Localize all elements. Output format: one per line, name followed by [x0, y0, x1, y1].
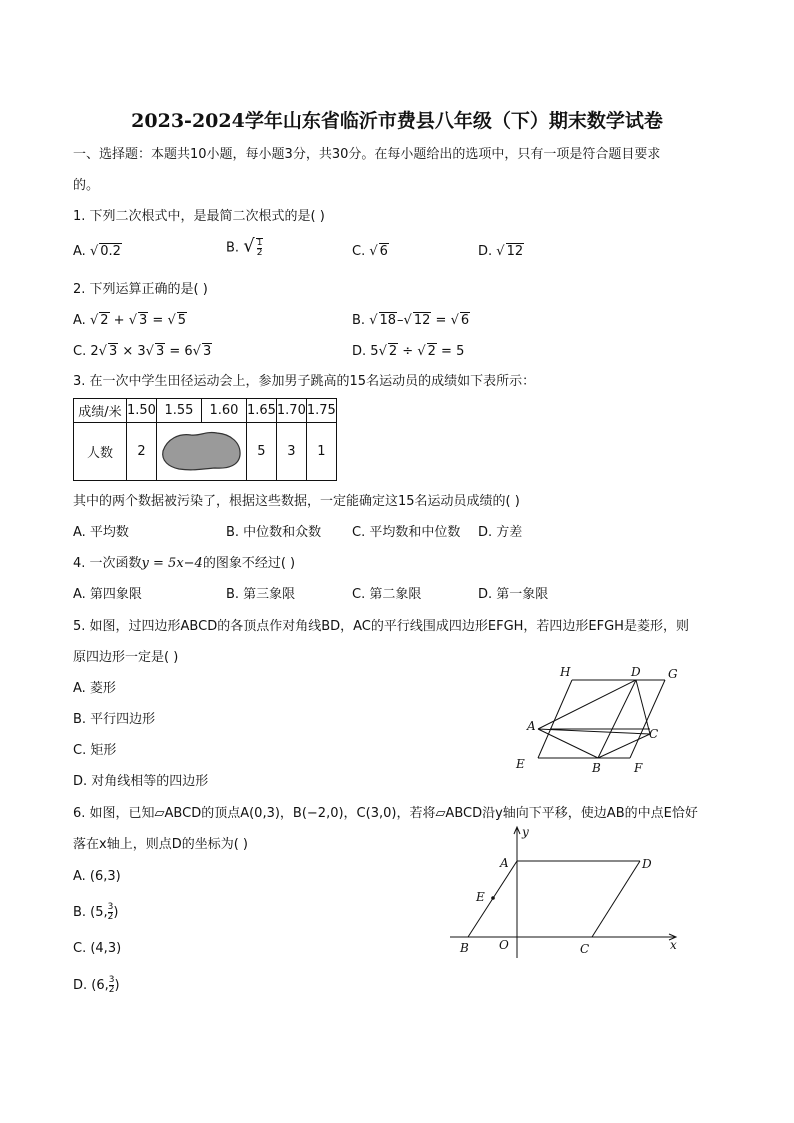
q6-option-c: C. (4,3): [73, 941, 122, 956]
label-G: G: [668, 667, 678, 681]
q6-option-d: D. (6, $\frac{3}{2}$ ): [73, 975, 120, 995]
label-C: C: [580, 942, 590, 956]
label-B: B: [460, 941, 469, 955]
section-intro-line1: 一、选择题：本题共10小题，每小题3分，共30分。在每小题给出的选项中，只有一项是符合题目要求: [73, 147, 661, 162]
q6-line1: 6. 如图，已知▱ABCD的顶点A(0,3)，B(−2,0)，C(3,0)，若将▱ABCD沿y轴向下平移，使边AB的中点E恰好: [73, 806, 698, 821]
q2-option-d: D. 5√ 2 ÷ √ 2 = 5: [352, 344, 465, 359]
q4-option-c: C. 第二象限: [352, 587, 422, 602]
q3-stem: 3. 在一次中学生田径运动会上，参加男子跳高的15名运动员的成绩如下表所示：: [73, 374, 536, 389]
table-header-cell: 1.70: [276, 399, 306, 423]
table-cell: 2: [127, 423, 157, 481]
section-intro-line2: 的。: [73, 178, 100, 193]
q6-figure: [450, 822, 690, 962]
label-B: B: [592, 761, 601, 775]
q4-stem: 4. 一次函数y = 5x−4的图象不经过( ): [73, 556, 296, 571]
label-E: E: [476, 890, 485, 904]
label-E: E: [516, 757, 525, 771]
q1-option-c: C. √ 6: [352, 244, 388, 259]
label-D: D: [642, 857, 652, 871]
table-cell: 1: [306, 423, 336, 481]
table-header-cell: 1.50: [127, 399, 157, 423]
table-header-cell: 1.65: [246, 399, 276, 423]
table-header-cell: 成绩/米: [74, 399, 127, 423]
ink-stain-blot: [157, 425, 245, 475]
q5-line2: 原四边形一定是( ): [73, 650, 179, 665]
q3-option-a: A. 平均数: [73, 525, 129, 540]
label-F: F: [634, 761, 643, 775]
q4-option-d: D. 第一象限: [478, 587, 549, 602]
q5-line1: 5. 如图，过四边形ABCD的各顶点作对角线BD，AC的平行线围成四边形EFGH，若四边形EFGH是菱形，则: [73, 619, 689, 634]
stained-cell: [156, 423, 246, 481]
table-cell: 3: [276, 423, 306, 481]
label-D: D: [631, 665, 641, 679]
q6-option-b: B. (5, $\frac{3}{2}$ ): [73, 902, 119, 922]
table-header-cell: 1.55: [156, 399, 201, 423]
page-title: 2023-2024学年山东省临沂市费县八年级（下）期末数学试卷: [131, 110, 663, 132]
q3-question: 其中的两个数据被污染了，根据这些数据，一定能确定这15名运动员成绩的( ): [73, 494, 520, 509]
q1-stem: 1. 下列二次根式中，是最简二次根式的是( ): [73, 209, 325, 224]
q5-option-a: A. 菱形: [73, 681, 116, 696]
q1-option-a: A. √ 0.2: [73, 244, 121, 259]
label-C: C: [649, 727, 659, 741]
q4-option-a: A. 第四象限: [73, 587, 142, 602]
label-A: A: [500, 856, 509, 870]
axis-label-x: x: [670, 938, 677, 952]
label-H: H: [560, 665, 571, 679]
q2-stem: 2. 下列运算正确的是( ): [73, 282, 208, 297]
table-row-label: 人数: [74, 423, 127, 481]
q2-option-b: B. √ 18–√ 12 = √ 6: [352, 313, 470, 328]
q3-option-d: D. 方差: [478, 525, 523, 540]
table-cell: 5: [246, 423, 276, 481]
q1-option-b: B. √ $\frac{1}{2}$: [226, 235, 263, 258]
table-header-cell: 1.60: [201, 399, 246, 423]
q2-option-a: A. √ 2 + √ 3 = √ 5: [73, 313, 187, 328]
q5-option-b: B. 平行四边形: [73, 712, 156, 727]
q3-option-c: C. 平均数和中位数: [352, 525, 461, 540]
q5-option-c: C. 矩形: [73, 743, 117, 758]
label-A: A: [527, 719, 536, 733]
q6-line2: 落在x轴上，则点D的坐标为( ): [73, 837, 248, 852]
score-table: [73, 398, 337, 481]
axis-label-y: y: [522, 825, 529, 839]
q5-figure: [510, 662, 690, 780]
q2-option-c: C. 2√ 3 × 3√ 3 = 6√ 3: [73, 344, 212, 359]
q6-option-a: A. (6,3): [73, 869, 121, 884]
q3-option-b: B. 中位数和众数: [226, 525, 322, 540]
q1-option-d: D. √ 12: [478, 244, 524, 259]
table-header-cell: 1.75: [306, 399, 336, 423]
q4-option-b: B. 第三象限: [226, 587, 296, 602]
label-O: O: [499, 938, 509, 952]
q5-option-d: D. 对角线相等的四边形: [73, 774, 209, 789]
